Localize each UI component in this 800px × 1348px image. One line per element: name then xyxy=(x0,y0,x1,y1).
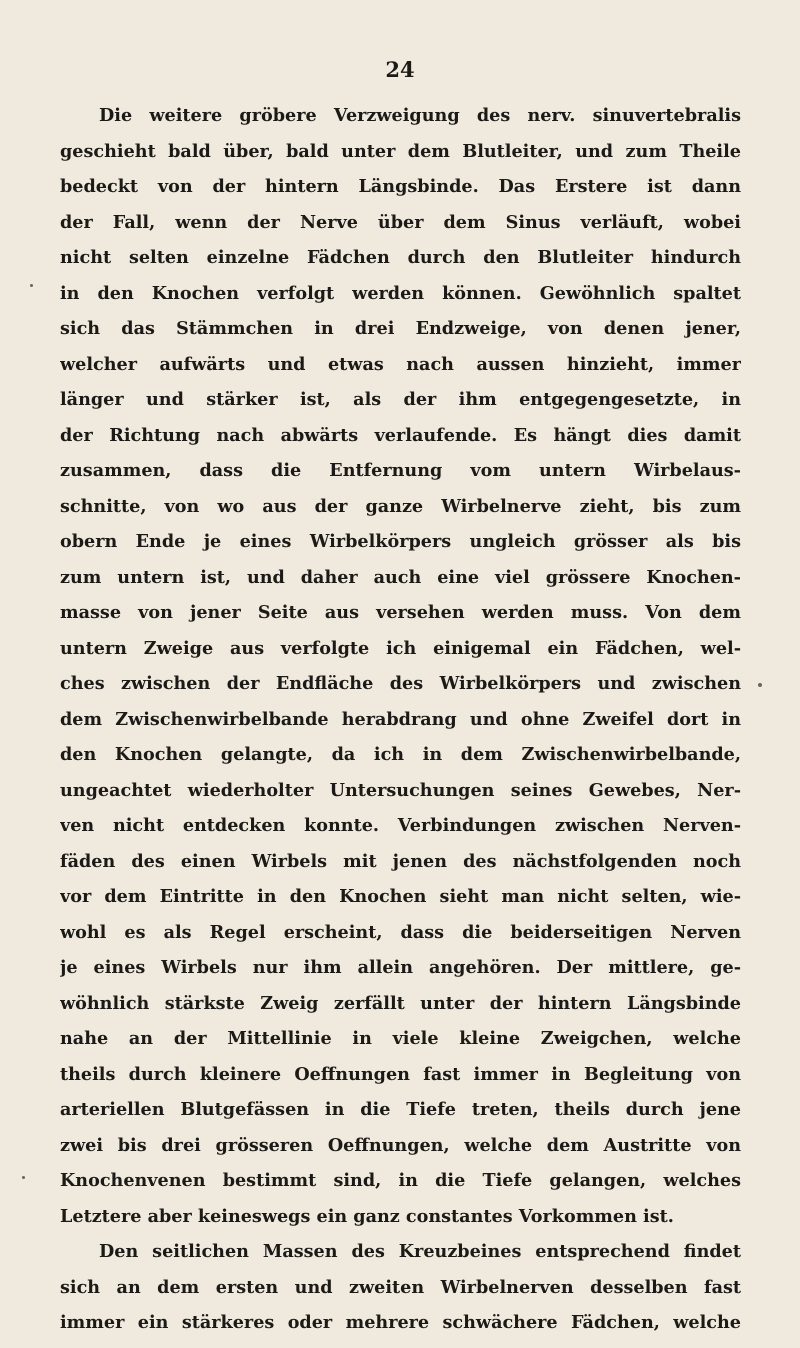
text-line: sich das Stämmchen in drei Endzweige, von denen jener, xyxy=(60,318,741,339)
text-line: Den seitlichen Massen des Kreuzbeines entsprechend findet xyxy=(99,1241,741,1262)
text-line: der Fall, wenn der Nerve über dem Sinus verläuft, wobei xyxy=(60,211,741,233)
text-line: nicht selten einzelne Fädchen durch den Blutleiter hindurch xyxy=(60,247,741,268)
page-number: 24 xyxy=(385,57,415,82)
text-line: den Knochen gelangte, da ich in dem Zwischenwirbelbande, xyxy=(60,744,741,765)
text-line: welcher aufwärts und etwas nach aussen hinzieht, immer xyxy=(60,353,741,375)
text-line: dem Zwischenwirbelbande herabdrang und ohne Zweifel dort in xyxy=(60,708,741,730)
text-line: zwei bis drei grösseren Oeffnungen, welche dem Austritte von xyxy=(60,1134,741,1156)
text-line: bedeckt von der hintern Längsbinde. Das Erstere ist dann xyxy=(60,176,741,197)
print-speck xyxy=(758,683,762,687)
text-line: länger und stärker ist, als der ihm entgegengesetzte, in xyxy=(60,389,741,410)
text-line: schnitte, von wo aus der ganze Wirbelnerve zieht, bis zum xyxy=(60,495,741,517)
body-text xyxy=(60,98,741,1341)
text-line: ungeachtet wiederholter Untersuchungen seines Gewebes, Ner- xyxy=(60,779,741,801)
text-line: theils durch kleinere Oeffnungen fast immer in Begleitung von xyxy=(60,1063,741,1085)
text-line: zusammen, dass die Entfernung vom untern Wirbelaus- xyxy=(60,460,741,481)
text-line: Knochenvenen bestimmt sind, in die Tiefe gelangen, welches xyxy=(60,1170,741,1191)
text-line: wöhnlich stärkste Zweig zerfällt unter der hintern Längsbinde xyxy=(60,992,741,1014)
text-line: fäden des einen Wirbels mit jenen des nächstfolgenden noch xyxy=(60,850,741,872)
text-line: zum untern ist, und daher auch eine viel grössere Knochen- xyxy=(60,566,741,588)
text-line: nahe an der Mittellinie in viele kleine Zweigchen, welche xyxy=(60,1028,741,1049)
print-speck xyxy=(30,284,33,287)
text-line: je eines Wirbels nur ihm allein angehören. Der mittlere, ge- xyxy=(60,957,741,978)
text-line: Letztere aber keineswegs ein ganz constantes Vorkommen ist. xyxy=(60,1205,674,1227)
text-line: masse von jener Seite aus versehen werden muss. Von dem xyxy=(60,602,741,623)
text-line: geschieht bald über, bald unter dem Blutleiter, und zum Theile xyxy=(60,140,741,162)
text-line: Die weitere gröbere Verzweigung des nerv. sinuvertebralis xyxy=(99,105,741,126)
text-line: arteriellen Blutgefässen in die Tiefe treten, theils durch jene xyxy=(60,1099,741,1120)
print-speck xyxy=(22,1176,25,1179)
text-line: obern Ende je eines Wirbelkörpers ungleich grösser als bis xyxy=(60,531,741,552)
text-line: untern Zweige aus verfolgte ich einigemal ein Fädchen, wel- xyxy=(60,637,741,659)
text-line: wohl es als Regel erscheint, dass die beiderseitigen Nerven xyxy=(60,921,741,943)
text-line: ches zwischen der Endfläche des Wirbelkörpers und zwischen xyxy=(60,673,741,694)
text-line: immer ein stärkeres oder mehrere schwächere Fädchen, welche xyxy=(60,1312,741,1333)
text-line: sich an dem ersten und zweiten Wirbelnerven desselben fast xyxy=(60,1276,741,1298)
text-line: ven nicht entdecken konnte. Verbindungen zwischen Nerven- xyxy=(60,815,741,836)
text-line: in den Knochen verfolgt werden können. Gewöhnlich spaltet xyxy=(60,282,741,304)
text-line: vor dem Eintritte in den Knochen sieht man nicht selten, wie- xyxy=(60,886,741,907)
text-line: der Richtung nach abwärts verlaufende. Es hängt dies damit xyxy=(60,424,741,446)
